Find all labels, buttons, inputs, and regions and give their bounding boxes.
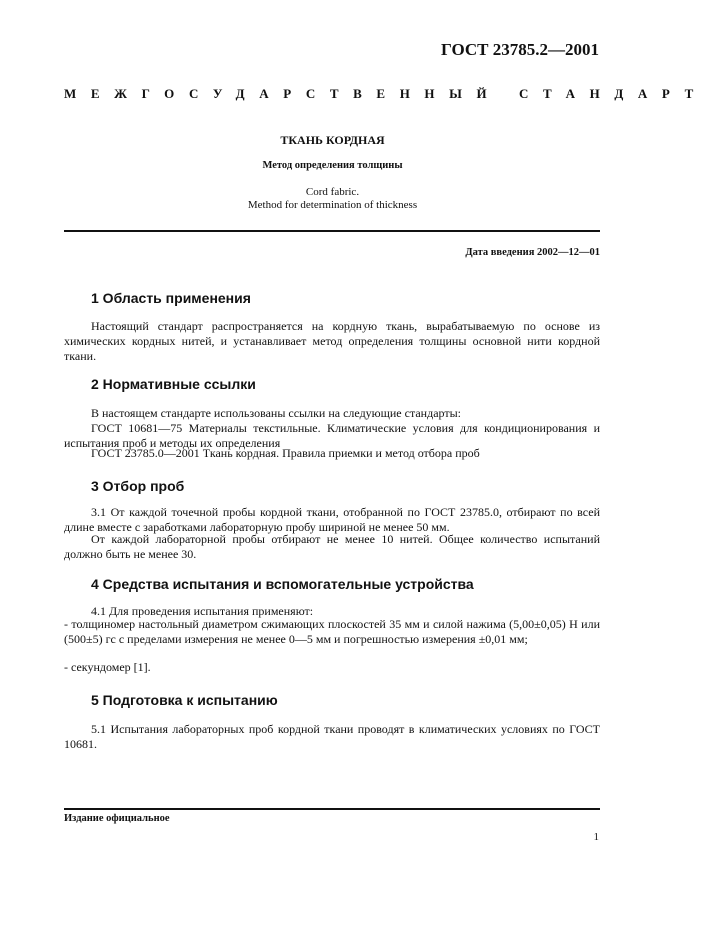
section-3-paragraph-1: 3.1 От каждой точечной пробы кордной ткани, отобранной по ГОСТ 23785.0, отбирают по всей длине вместе с заработками лабораторную пробу шириной не менее 50 мм. (64, 505, 600, 534)
official-edition-label: Издание официальное (64, 813, 170, 824)
section-4-heading: 4 Средства испытания и вспомогательные устройства (91, 576, 474, 592)
section-1-heading: 1 Область применения (91, 290, 251, 306)
english-subtitle: Method for determination of thickness (247, 199, 418, 211)
top-divider (64, 230, 600, 232)
bottom-divider (64, 808, 600, 810)
interstate-standard-banner: МЕЖГОСУДАРСТВЕННЫЙ СТАНДАРТ (64, 86, 708, 101)
page-number: 1 (593, 831, 599, 843)
section-3-heading: 3 Отбор проб (91, 478, 185, 494)
document-title: ТКАНЬ КОРДНАЯ (280, 133, 385, 147)
section-5-paragraph: 5.1 Испытания лабораторных проб кордной ткани проводят в климатических условиях по ГОСТ 10681. (64, 722, 600, 751)
section-2-heading: 2 Нормативные ссылки (91, 376, 256, 392)
section-4-item-1: - толщиномер настольный диаметром сжимающих плоскостей 35 мм и силой нажима (5,00±0,05) Н или (500±5) гс с пределами измерения не менее 0—5 мм и погрешностью измерения ±0,01 мм; (64, 617, 600, 646)
section-2-reference-2: ГОСТ 23785.0—2001 Ткань кордная. Правила приемки и метод отбора проб (91, 446, 480, 460)
section-2-intro: В настоящем стандарте использованы ссылки на следующие стандарты: (91, 406, 462, 420)
section-1-paragraph: Настоящий стандарт распространяется на кордную ткань, вырабатываемую по основе из химических кордных нитей, и устанавливает метод определения толщины основной нити кордной ткани. (64, 319, 600, 363)
section-4-paragraph-1: 4.1 Для проведения испытания применяют: (91, 604, 314, 618)
section-4-item-2: - секундомер [1]. (64, 660, 151, 674)
section-3-paragraph-2: От каждой лабораторной пробы отбирают не менее 10 нитей. Общее количество испытаний должно быть не менее 30. (64, 532, 600, 561)
english-title: Cord fabric. (305, 186, 360, 198)
section-2-reference-1: ГОСТ 10681—75 Материалы текстильные. Климатические условия для кондиционирования и испытания проб и методы их определения (64, 421, 600, 450)
document-subtitle: Метод определения толщины (262, 160, 403, 171)
section-5-heading: 5 Подготовка к испытанию (91, 692, 278, 708)
standard-number: ГОСТ 23785.2—2001 (441, 40, 599, 59)
introduction-date: Дата введения 2002—12—01 (465, 247, 600, 258)
